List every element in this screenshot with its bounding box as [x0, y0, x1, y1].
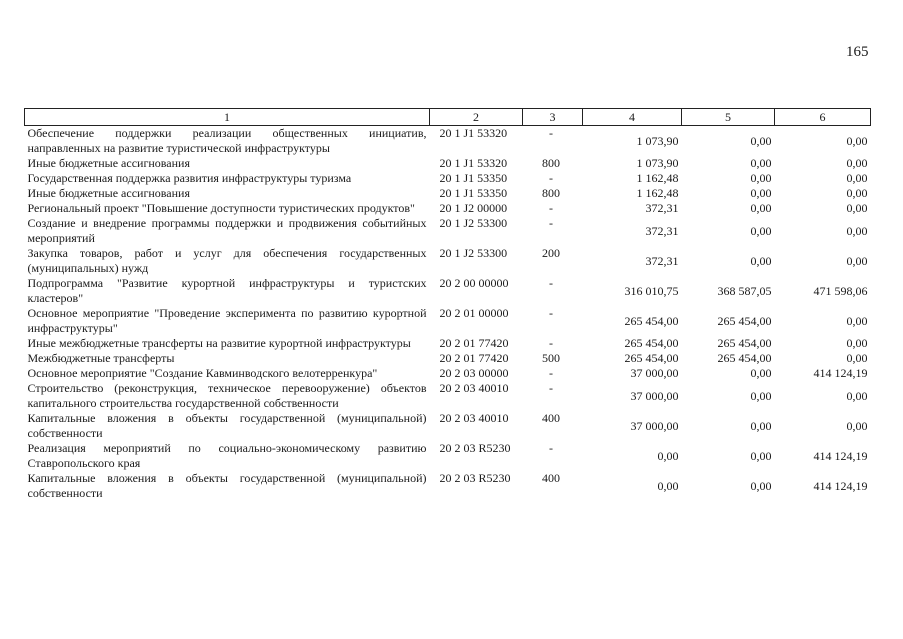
row-name-cell: Межбюджетные трансферты: [27, 351, 175, 365]
row-kind-cell: 800: [542, 156, 560, 170]
row-value-col6-cell: 0,00: [846, 313, 868, 328]
row-value-col4-cell: 1 162,48: [636, 171, 679, 185]
row-name-cell: Капитальные вложения в объекты государственной (муниципальной) собственности: [27, 411, 427, 440]
row-value-col5-cell: 0,00: [750, 223, 772, 238]
table-row: [25, 471, 871, 501]
row-code-cell: 20 1 J1 53320: [439, 156, 508, 170]
header-col-3: 3: [523, 109, 583, 126]
row-code-cell: 20 2 03 40010: [439, 381, 509, 395]
table-row: [25, 126, 871, 157]
row-value-col6-cell: 0,00: [846, 171, 868, 185]
row-value-col4-cell: 1 162,48: [636, 186, 679, 200]
header-col-6: 6: [775, 109, 871, 126]
header-col-1: 1: [25, 109, 430, 126]
row-value-col5-cell: 0,00: [750, 201, 772, 215]
row-value-col5-cell: 368 587,05: [717, 283, 772, 298]
row-value-col4-cell: 265 454,00: [624, 313, 679, 328]
row-value-col6-cell: 0,00: [846, 223, 868, 238]
row-value-col5-cell: 0,00: [750, 418, 772, 433]
row-code-cell: 20 1 J1 53320: [439, 126, 508, 140]
page-number: 165: [846, 44, 869, 60]
table-row: [25, 156, 871, 171]
row-code-cell: 20 2 03 R5230: [439, 441, 511, 455]
row-code-cell: 20 2 01 77420: [439, 336, 509, 350]
row-value-col5-cell: 265 454,00: [717, 313, 772, 328]
row-value-col4-cell: 372,31: [645, 253, 679, 268]
row-kind-cell: -: [549, 336, 553, 350]
row-code-cell: 20 2 03 00000: [439, 366, 509, 380]
row-value-col5-cell: 0,00: [750, 478, 772, 493]
row-kind-cell: -: [549, 126, 553, 140]
row-code-cell: 20 2 03 R5230: [439, 471, 511, 485]
row-kind-cell: 400: [542, 411, 560, 425]
table-row: [25, 186, 871, 201]
row-value-col5-cell: 0,00: [750, 156, 772, 170]
row-value-col5-cell: 0,00: [750, 186, 772, 200]
row-value-col5-cell: 265 454,00: [717, 336, 772, 350]
row-kind-cell: -: [549, 201, 553, 215]
row-name-cell: Основное мероприятие "Проведение эксперимента по развитию курортной инфраструктуры": [27, 306, 427, 335]
row-value-col5-cell: 0,00: [750, 366, 772, 380]
row-value-col6-cell: 471 598,06: [813, 283, 868, 298]
row-name-cell: Подпрограмма "Развитие курортной инфраструктуры и туристских кластеров": [27, 276, 427, 305]
table-row: [25, 276, 871, 306]
header-row: [25, 109, 871, 126]
row-value-col4-cell: 1 073,90: [636, 133, 679, 148]
row-value-col4-cell: 37 000,00: [630, 418, 679, 433]
row-kind-cell: -: [549, 381, 553, 395]
row-value-col6-cell: 414 124,19: [813, 478, 868, 493]
row-name-cell: Иные бюджетные ассигнования: [27, 186, 190, 200]
row-kind-cell: -: [549, 366, 553, 380]
row-name-cell: Иные межбюджетные трансферты на развитие курортной инфраструктуры: [27, 336, 411, 350]
table-row: [25, 381, 871, 411]
row-name-cell: Государственная поддержка развития инфраструктуры туризма: [27, 171, 352, 185]
row-kind-cell: 400: [542, 471, 560, 485]
row-code-cell: 20 2 01 00000: [439, 306, 509, 320]
row-name-cell: Реализация мероприятий по социально-экономическому развитию Ставропольского края: [27, 441, 427, 470]
table-row: [25, 246, 871, 276]
table-row: [25, 201, 871, 216]
row-value-col6-cell: 0,00: [846, 201, 868, 215]
row-value-col5-cell: 0,00: [750, 388, 772, 403]
table-row: [25, 171, 871, 186]
row-value-col5-cell: 0,00: [750, 133, 772, 148]
row-name-cell: Основное мероприятие "Создание Кавминводского велотерренкура": [27, 366, 378, 380]
row-value-col6-cell: 414 124,19: [813, 366, 868, 380]
row-code-cell: 20 1 J1 53350: [439, 171, 508, 185]
row-kind-cell: 500: [542, 351, 560, 365]
row-name-cell: Иные бюджетные ассигнования: [27, 156, 190, 170]
table-body: [25, 126, 871, 502]
row-value-col5-cell: 0,00: [750, 448, 772, 463]
row-kind-cell: -: [549, 276, 553, 290]
row-value-col4-cell: 37 000,00: [630, 388, 679, 403]
row-value-col5-cell: 265 454,00: [717, 351, 772, 365]
row-code-cell: 20 1 J2 00000: [439, 201, 508, 215]
row-value-col6-cell: 0,00: [846, 388, 868, 403]
row-value-col6-cell: 414 124,19: [813, 448, 868, 463]
row-value-col4-cell: 372,31: [645, 201, 679, 215]
row-code-cell: 20 1 J1 53350: [439, 186, 508, 200]
row-value-col4-cell: 372,31: [645, 223, 679, 238]
table-row: [25, 441, 871, 471]
row-kind-cell: 800: [542, 186, 560, 200]
row-value-col6-cell: 0,00: [846, 336, 868, 350]
table-row: [25, 216, 871, 246]
row-value-col4-cell: 37 000,00: [630, 366, 679, 380]
row-kind-cell: -: [549, 171, 553, 185]
row-value-col6-cell: 0,00: [846, 156, 868, 170]
row-kind-cell: -: [549, 216, 553, 230]
row-value-col6-cell: 0,00: [846, 186, 868, 200]
row-value-col6-cell: 0,00: [846, 133, 868, 148]
row-code-cell: 20 2 03 40010: [439, 411, 509, 425]
row-value-col6-cell: 0,00: [846, 253, 868, 268]
row-name-cell: Региональный проект "Повышение доступности туристических продуктов": [27, 201, 415, 215]
row-value-col4-cell: 265 454,00: [624, 336, 679, 350]
table-header: [25, 109, 871, 126]
row-kind-cell: 200: [542, 246, 560, 260]
row-name-cell: Строительство (реконструкция, техническое перевооружение) объектов капитального строительства государственной собственности: [27, 381, 427, 410]
row-code-cell: 20 1 J2 53300: [439, 216, 508, 230]
row-kind-cell: -: [549, 306, 553, 320]
row-name-cell: Капитальные вложения в объекты государственной (муниципальной) собственности: [27, 471, 427, 500]
row-code-cell: 20 2 01 77420: [439, 351, 509, 365]
row-name-cell: Обеспечение поддержки реализации общественных инициатив, направленных на развитие туристической инфраструктуры: [27, 126, 427, 155]
row-value-col5-cell: 0,00: [750, 171, 772, 185]
row-value-col4-cell: 265 454,00: [624, 351, 679, 365]
row-value-col4-cell: 1 073,90: [636, 156, 679, 170]
table-row: [25, 336, 871, 351]
row-value-col4-cell: 0,00: [657, 448, 679, 463]
row-name-cell: Создание и внедрение программы поддержки и продвижения событийных мероприятий: [27, 216, 427, 245]
table-row: [25, 366, 871, 381]
table-row: [25, 351, 871, 366]
row-value-col4-cell: 0,00: [657, 478, 679, 493]
header-col-5: 5: [682, 109, 775, 126]
row-kind-cell: -: [549, 441, 553, 455]
table-row: [25, 306, 871, 336]
header-col-4: 4: [583, 109, 682, 126]
table-row: [25, 411, 871, 441]
row-value-col5-cell: 0,00: [750, 253, 772, 268]
row-value-col4-cell: 316 010,75: [624, 283, 679, 298]
row-value-col6-cell: 0,00: [846, 418, 868, 433]
row-code-cell: 20 1 J2 53300: [439, 246, 508, 260]
budget-table: [24, 108, 871, 501]
row-code-cell: 20 2 00 00000: [439, 276, 509, 290]
row-name-cell: Закупка товаров, работ и услуг для обеспечения государственных (муниципальных) нужд: [27, 246, 427, 275]
row-value-col6-cell: 0,00: [846, 351, 868, 365]
header-col-2: 2: [430, 109, 523, 126]
